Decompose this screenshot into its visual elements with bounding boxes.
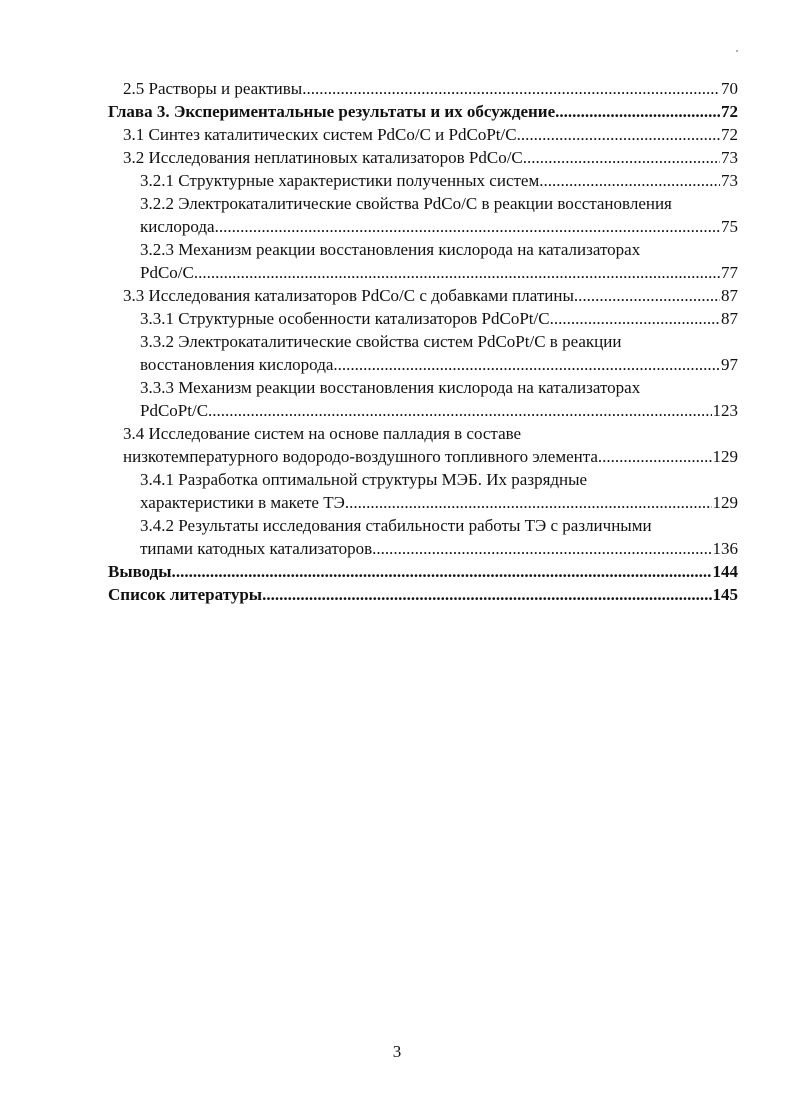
toc-leader-dots (543, 169, 720, 192)
toc-entry-title: Выводы. (108, 562, 176, 581)
toc-leader-dots (349, 491, 711, 514)
toc-leader-dots (578, 284, 720, 307)
toc-entry-title-continuation: PdCoPt/C. (140, 401, 213, 420)
toc-leader-dots (302, 77, 720, 100)
toc-leader-dots (555, 100, 720, 123)
toc-entry-3-3-2[interactable] (108, 330, 738, 376)
toc-entry-title-line: 3.4.1 Разработка оптимальной структуры МЭБ. Их разрядные (140, 470, 588, 489)
toc-entry-page: 145 (712, 585, 738, 604)
toc-entry-title-line: 3.4.2 Результаты исследования стабильности работы ТЭ с различными (140, 516, 652, 535)
toc-entry-page: 72 (721, 125, 738, 144)
toc-entry-page: 144 (712, 562, 738, 581)
scan-speck (736, 50, 738, 52)
toc-entry-title: Список литературы (108, 585, 263, 604)
toc-entry-3-2-2[interactable] (108, 192, 738, 238)
toc-entry-page: 73 (721, 148, 738, 167)
toc-entry-title-continuation: низкотемпературного водородо-воздушного топливного элемента (123, 447, 598, 466)
toc-entry-3-2-1[interactable] (108, 169, 738, 192)
toc-entry-page: 123 (712, 401, 738, 420)
toc-entry-title-line: 3.3.3 Механизм реакции восстановления кислорода на катализаторах (140, 378, 641, 397)
toc-entry-title-continuation: PdCo/C. (140, 263, 199, 282)
toc-leader-dots (212, 399, 711, 422)
toc-entry-3-4-2[interactable] (108, 514, 738, 560)
toc-leader-dots (517, 123, 720, 146)
toc-entry-title-continuation: характеристики в макете ТЭ. (140, 493, 350, 512)
toc-entry-page: 75 (721, 217, 738, 236)
toc-entry-title: Глава 3. Экспериментальные результаты и их обсуждение (108, 102, 556, 121)
toc-leader-dots (262, 583, 711, 606)
toc-leader-dots (338, 353, 720, 376)
toc-entry-page: 129 (712, 493, 738, 512)
toc-entry-page: 73 (721, 171, 738, 190)
toc-entry-title-continuation: кислорода. (140, 217, 219, 236)
toc-leader-dots (219, 215, 720, 238)
toc-entry-page: 87 (721, 286, 738, 305)
toc-entry-page: 77 (721, 263, 738, 282)
toc-entry-3-3-3[interactable] (108, 376, 738, 422)
toc-entry-page: 72 (721, 102, 738, 121)
toc-entry-references[interactable] (108, 583, 738, 606)
toc-entry-title-line: 3.4 Исследование систем на основе палладия в составе (123, 424, 522, 443)
toc-entry-title: 3.2 Исследования неплатиновых катализаторов PdCo/C. (123, 148, 528, 167)
toc-leader-dots (527, 146, 720, 169)
toc-entry-conclusions[interactable] (108, 560, 738, 583)
toc-entry-page: 136 (712, 539, 738, 558)
toc-leader-dots (176, 560, 712, 583)
toc-entry-chapter-3[interactable] (108, 100, 738, 123)
toc-entry-title-line: 3.3.2 Электрокаталитические свойства систем PdCoPt/C в реакции (140, 332, 622, 351)
toc-entry-page: 70 (721, 79, 738, 98)
toc-entry-title: 3.1 Синтез каталитических систем PdCo/C и PdCoPt/C (123, 125, 517, 144)
toc-entry-title: 3.2.1 Структурные характеристики полученных систем. (140, 171, 544, 190)
toc-leader-dots (554, 307, 720, 330)
toc-entry-title: 2.5 Растворы и реактивы (123, 79, 303, 98)
toc-leader-dots (598, 445, 712, 468)
toc-entry-title: 3.3 Исследования катализаторов PdCo/C с добавками платины. (123, 286, 579, 305)
toc-entry-title-continuation: восстановления кислорода. (140, 355, 338, 374)
toc-leader-dots (376, 537, 711, 560)
toc-entry-title-continuation: типами катодных катализаторов. (140, 539, 377, 558)
toc-entry-3-1[interactable] (108, 123, 738, 146)
toc-entry-page: 97 (721, 355, 738, 374)
toc-entry-3-3[interactable] (108, 284, 738, 307)
toc-entry-3-3-1[interactable] (108, 307, 738, 330)
toc-entry-title: 3.3.1 Структурные особенности катализаторов PdCoPt/C. (140, 309, 554, 328)
toc-leader-dots (198, 261, 720, 284)
toc-entry-page: 129 (712, 447, 738, 466)
toc-entry-3-2[interactable] (108, 146, 738, 169)
page-number: 3 (392, 1042, 402, 1061)
toc-entry-3-4-1[interactable] (108, 468, 738, 514)
toc-entry-2-5[interactable] (108, 77, 738, 100)
toc-entry-title-line: 3.2.3 Механизм реакции восстановления кислорода на катализаторах (140, 240, 641, 259)
toc-entry-3-2-3[interactable] (108, 238, 738, 284)
toc-entry-page: 87 (721, 309, 738, 328)
toc-entry-title-line: 3.2.2 Электрокаталитические свойства PdCo/C в реакции восстановления (140, 194, 672, 213)
toc-entry-3-4[interactable] (108, 422, 738, 468)
table-of-contents (108, 77, 738, 606)
